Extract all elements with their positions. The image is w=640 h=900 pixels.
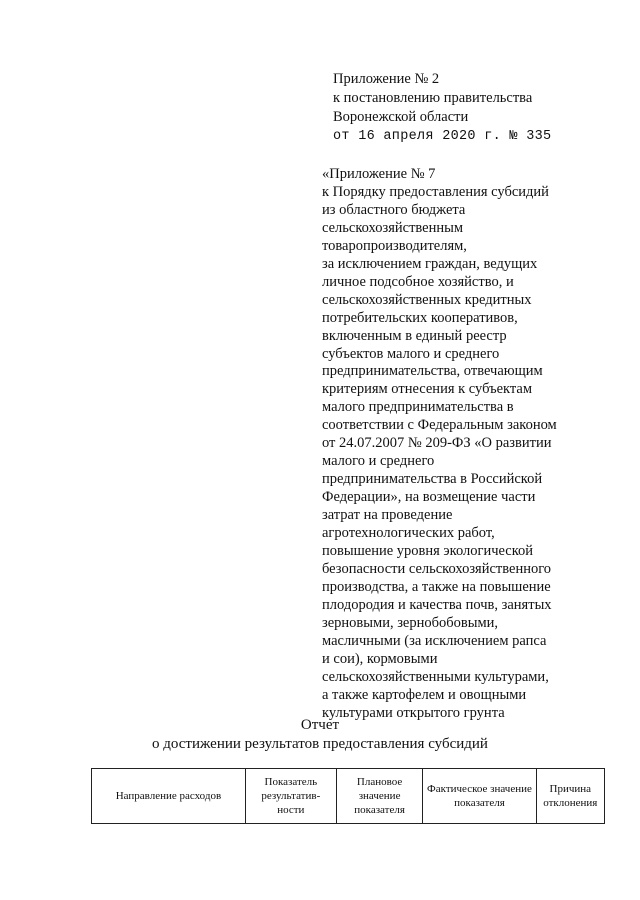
header-deviation-reason: Причина отклонения xyxy=(536,769,604,824)
header-expense-direction: Направление расходов xyxy=(92,769,246,824)
annex-line: сельскохозяйственных кредитных xyxy=(322,291,532,308)
annex-block xyxy=(322,166,622,723)
annex-line: производства, а также на повышение xyxy=(322,578,551,595)
report-title: Отчет xyxy=(300,717,340,733)
annex-line: «Приложение № 7 xyxy=(322,166,436,182)
annex-line: сельскохозяйственными культурами, xyxy=(322,668,549,685)
annex-line: и сои), кормовыми xyxy=(322,650,438,667)
report-table xyxy=(91,768,605,824)
appendix-line: Воронежской области xyxy=(333,109,469,125)
appendix-header xyxy=(333,70,551,146)
annex-line: малого и среднего xyxy=(322,453,435,470)
annex-line: культурами открытого грунта xyxy=(322,704,505,721)
annex-line: субъектов малого и среднего xyxy=(322,345,500,362)
appendix-line: к постановлению правительства xyxy=(333,90,533,106)
annex-line: соответствии с Федеральным законом xyxy=(322,417,557,434)
annex-line: плодородия и качества почв, занятых xyxy=(322,596,552,613)
annex-line: от 24.07.2007 № 209-ФЗ «О развитии xyxy=(322,435,552,452)
header-planned-value: Плановое значение показателя xyxy=(336,769,423,824)
appendix-date-line: от 16 апреля 2020 г. № 335 xyxy=(333,129,552,144)
annex-line: из областного бюджета xyxy=(322,201,466,218)
report-subtitle: о достижении результатов предоставления субсидий xyxy=(152,736,488,752)
appendix-line: Приложение № 2 xyxy=(333,71,440,87)
annex-line: потребительских кооперативов, xyxy=(322,309,518,326)
annex-line: малого предпринимательства в xyxy=(322,399,514,416)
annex-line: товаропроизводителям, xyxy=(322,237,467,254)
annex-line: повышение уровня экологической xyxy=(322,543,534,560)
annex-line: к Порядку предоставления субсидий xyxy=(322,183,549,200)
annex-line: масличными (за исключением рапса xyxy=(322,632,547,649)
table-header-row xyxy=(92,769,605,824)
annex-line: Федерации», на возмещение части xyxy=(322,489,536,506)
annex-line: предпринимательства в Российской xyxy=(322,471,543,488)
annex-line: критериям отнесения к субъектам xyxy=(322,381,533,398)
report-heading xyxy=(0,716,640,754)
annex-line: сельскохозяйственным xyxy=(322,219,464,236)
annex-line: за исключением граждан, ведущих xyxy=(322,255,538,272)
annex-line: зерновыми, зернобобовыми, xyxy=(322,614,499,631)
annex-line: включенным в единый реестр xyxy=(322,327,507,344)
header-actual-value: Фактическое значение показателя xyxy=(423,769,536,824)
annex-line: агротехнологических работ, xyxy=(322,525,495,542)
annex-line: затрат на проведение xyxy=(322,507,453,524)
annex-line: а также картофелем и овощными xyxy=(322,686,527,703)
annex-line: личное подсобное хозяйство, и xyxy=(322,273,514,290)
annex-line: предпринимательства, отвечающим xyxy=(322,363,543,380)
annex-line: безопасности сельскохозяйственного xyxy=(322,560,552,577)
header-performance-indicator: Показатель результатив-ности xyxy=(245,769,336,824)
